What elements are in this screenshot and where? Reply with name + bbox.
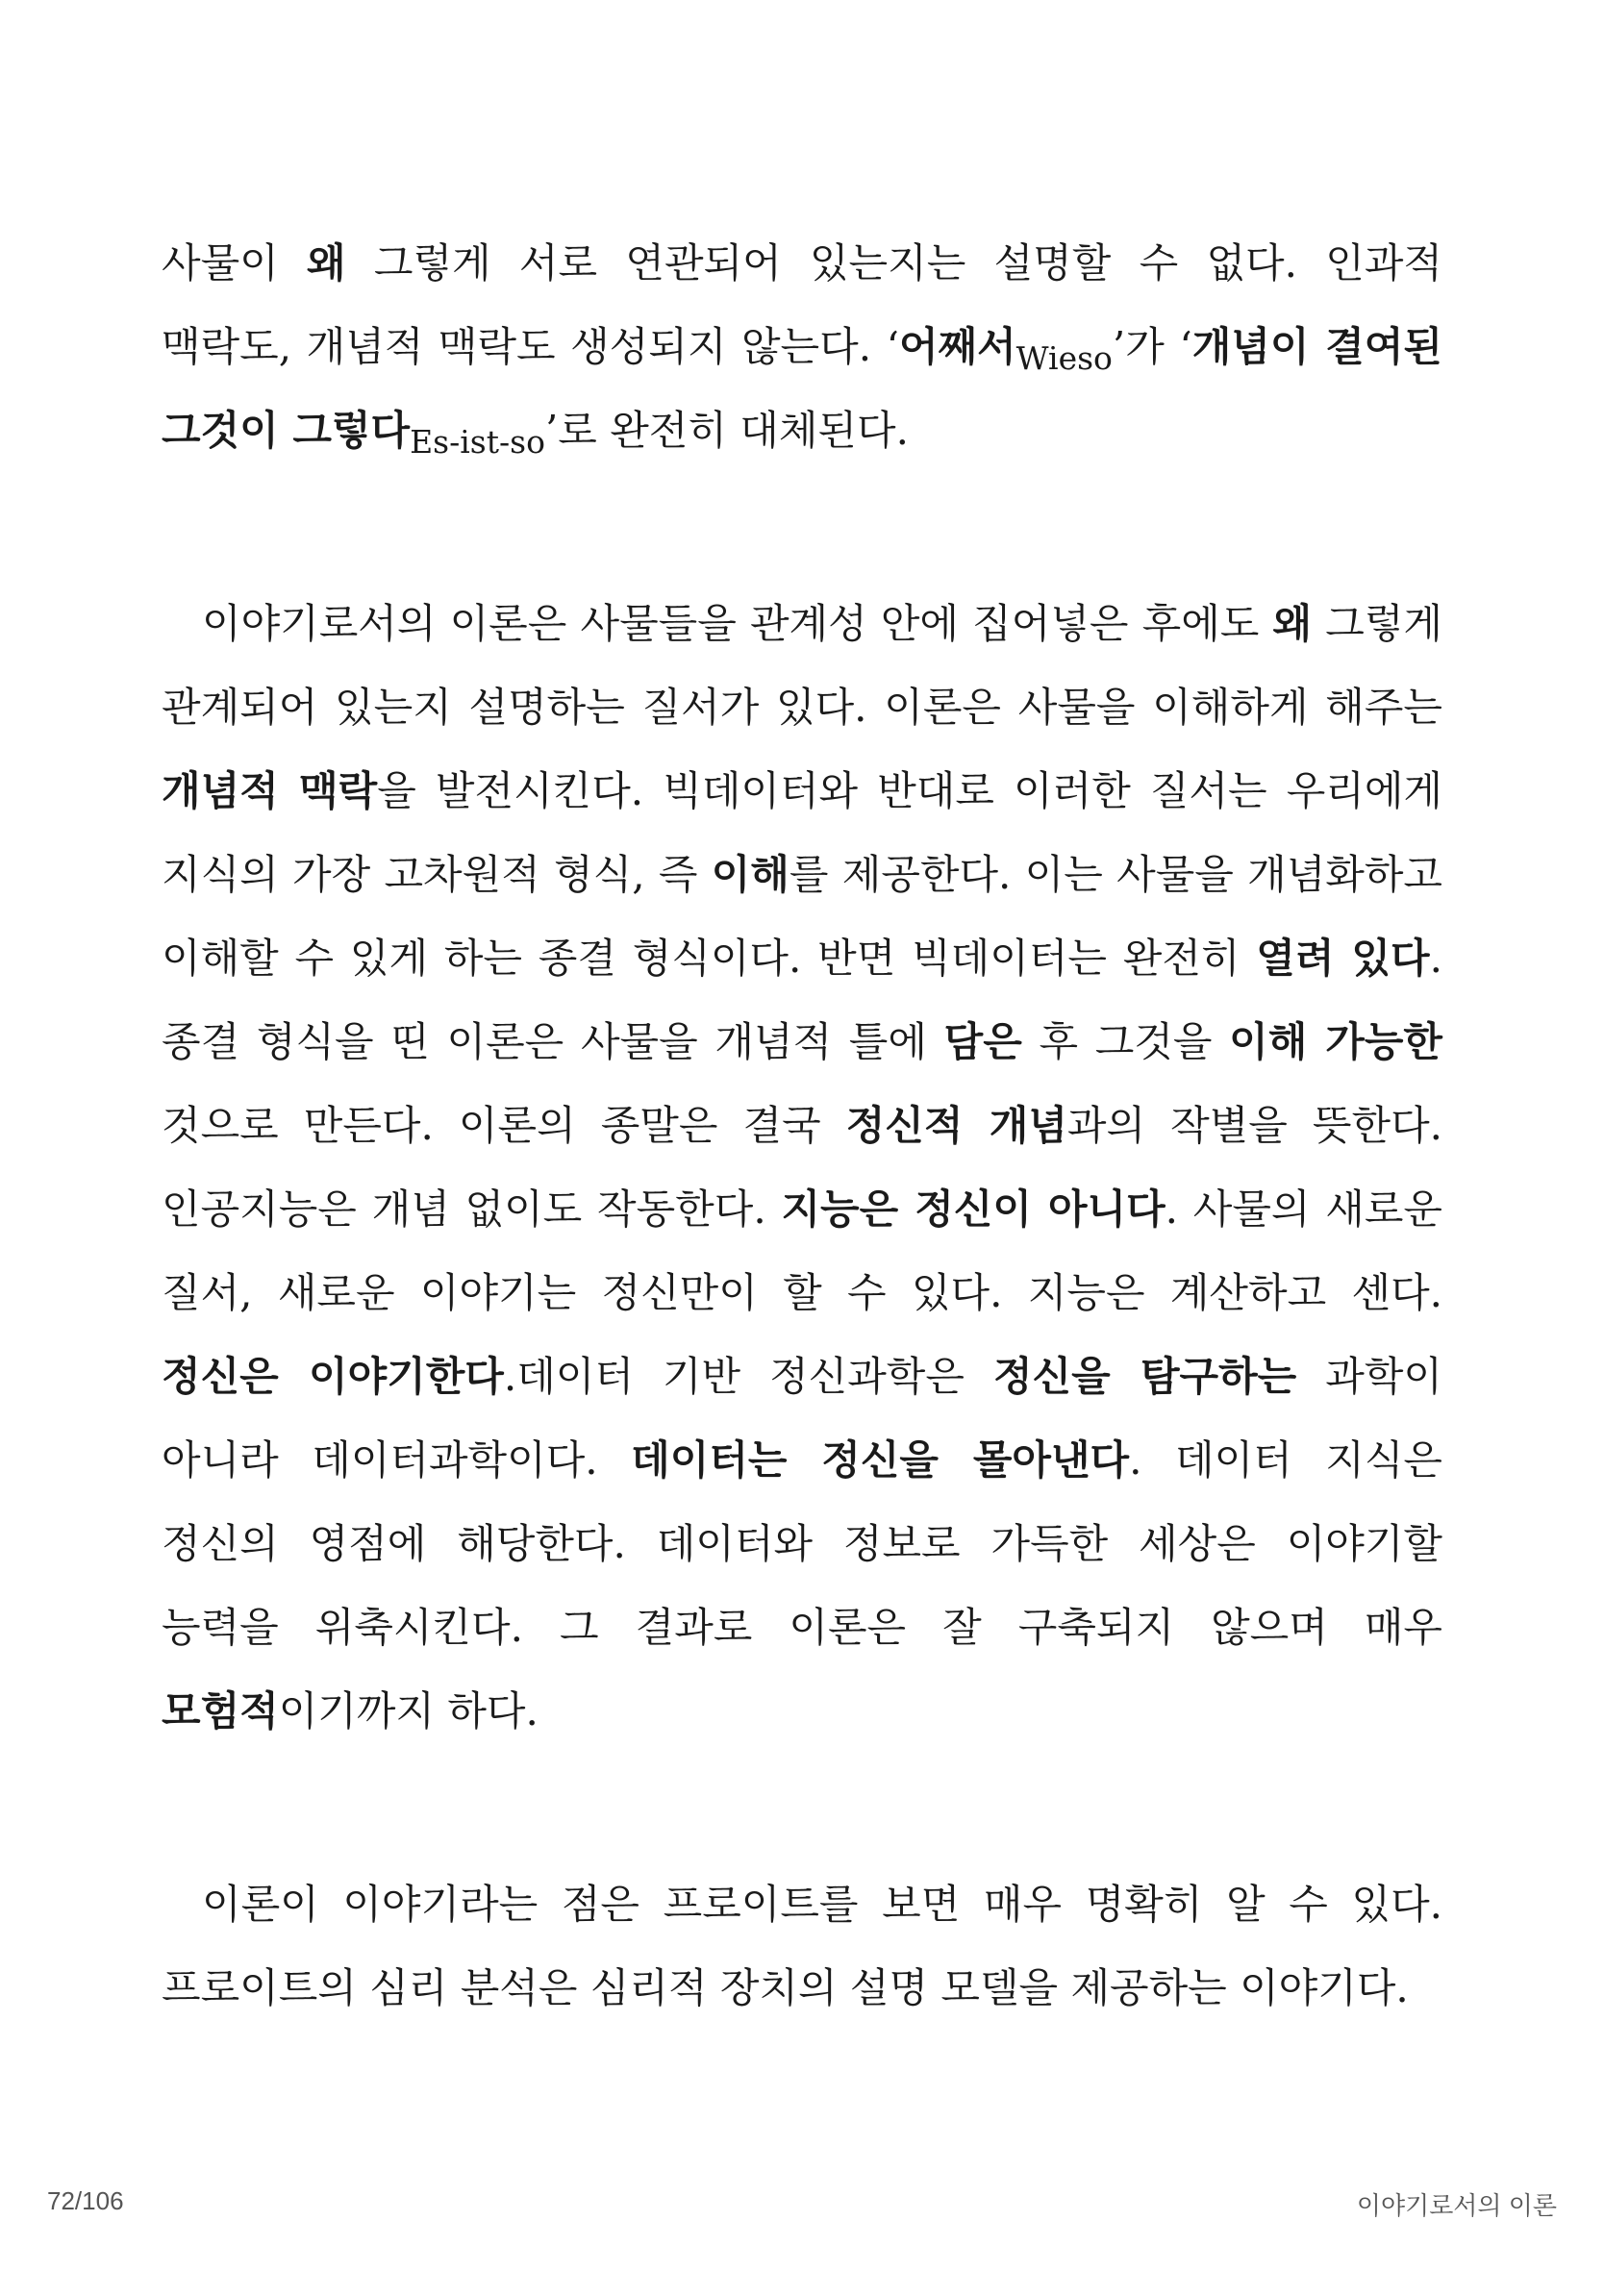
body-text: 이야기로서의 이론은 사물들을 관계성 안에 집어넣은 후에도 [202,600,1273,647]
emphasized-text: 개념이 결여된 그것이 그렇다 [162,323,1442,454]
paragraph-2 [162,582,1442,1753]
body-text: 그렇게 서로 연관되어 있는지는 설명할 수 없다. 인과적 맥락도, 개념적 맥락도 생성되지 않는다. ‘ [162,239,1442,370]
body-text: 을 발전시킨다. 빅데이터와 반대로 이러한 질서는 우리에게 지식의 가장 고차원적 형식, 즉 [162,767,1443,898]
original-term-subscript: Es-ist-so [410,423,545,462]
emphasized-text: 왜 [307,239,346,287]
emphasized-text: 왜 [1272,600,1313,647]
emphasized-text: 어째서 [898,323,1016,370]
body-text: 그렇게 관계되어 있는지 설명하는 질서가 있다. 이론은 사물을 이해하게 해주는 [162,600,1442,731]
body-text: . 사물의 새로운 질서, 새로운 이야기는 정신만이 할 수 있다. 지능은 계산하고 센다. [162,1185,1442,1316]
emphasized-text: 모험적 [162,1687,279,1734]
emphasized-text: 데이터는 정신을 몰아낸다 [631,1436,1130,1484]
paragraph-gap [162,1753,1442,1862]
body-text: 를 제공한다. 이는 사물을 개념화하고 이해할 수 있게 하는 종결 형식이다. 반면 빅데이터는 완전히 [162,851,1443,982]
emphasized-text: 지능은 정신이 아니다 [781,1185,1165,1233]
body-text: 사물이 [162,239,308,287]
body-text: . 종결 형식을 띤 이론은 사물을 개념적 틀에 [162,935,1442,1065]
emphasized-text: 개념적 맥락 [162,767,378,814]
paragraph-gap [162,472,1442,582]
body-text: 이론이 이야기라는 점은 프로이트를 보면 매우 명확히 알 수 있다. 프로이트의 심리 분석은 심리적 장치의 설명 모델을 제공하는 이야기다. [162,1881,1442,2011]
paragraph-3 [162,1862,1442,2030]
body-text: ’가 ‘ [1112,323,1192,370]
original-term-subscript: Wieso [1015,339,1113,378]
emphasized-text: 정신적 개념 [845,1102,1067,1149]
page-body [162,221,1442,2030]
body-text: 후 그것을 [1021,1018,1230,1065]
emphasized-text: 정신을 탐구하는 [992,1353,1297,1400]
emphasized-text: 열려 있다 [1256,935,1430,982]
paragraph-1 [162,221,1442,472]
emphasized-text: 이해 [711,851,789,898]
body-text: . 데이터 지식은 정신의 영점에 해당한다. 데이터와 정보로 가득한 세상은 이야기할 능력을 위축시킨다. 그 결과로 이론은 잘 구축되지 않으며 매우 [162,1436,1442,1651]
page-number: 72/106 [47,2186,124,2215]
body-text: 과학이 아니라 데이터과학이다. [162,1353,1442,1484]
emphasized-text: 담은 [943,1018,1022,1065]
body-text: 과의 작별을 뜻한다. 인공지능은 개념 없이도 작동한다. [162,1102,1442,1233]
body-text: .데이터 기반 정신과학은 [503,1353,993,1400]
body-text: 것으로 만든다. 이론의 종말은 결국 [162,1102,846,1149]
emphasized-text: 정신은 이야기한다 [162,1353,504,1400]
body-text: ’로 완전히 대체된다. [544,407,909,454]
chapter-title: 이야기로서의 이론 [1356,2191,1557,2220]
emphasized-text: 이해 가능한 [1229,1018,1443,1065]
body-text: 이기까지 하다. [278,1687,539,1734]
